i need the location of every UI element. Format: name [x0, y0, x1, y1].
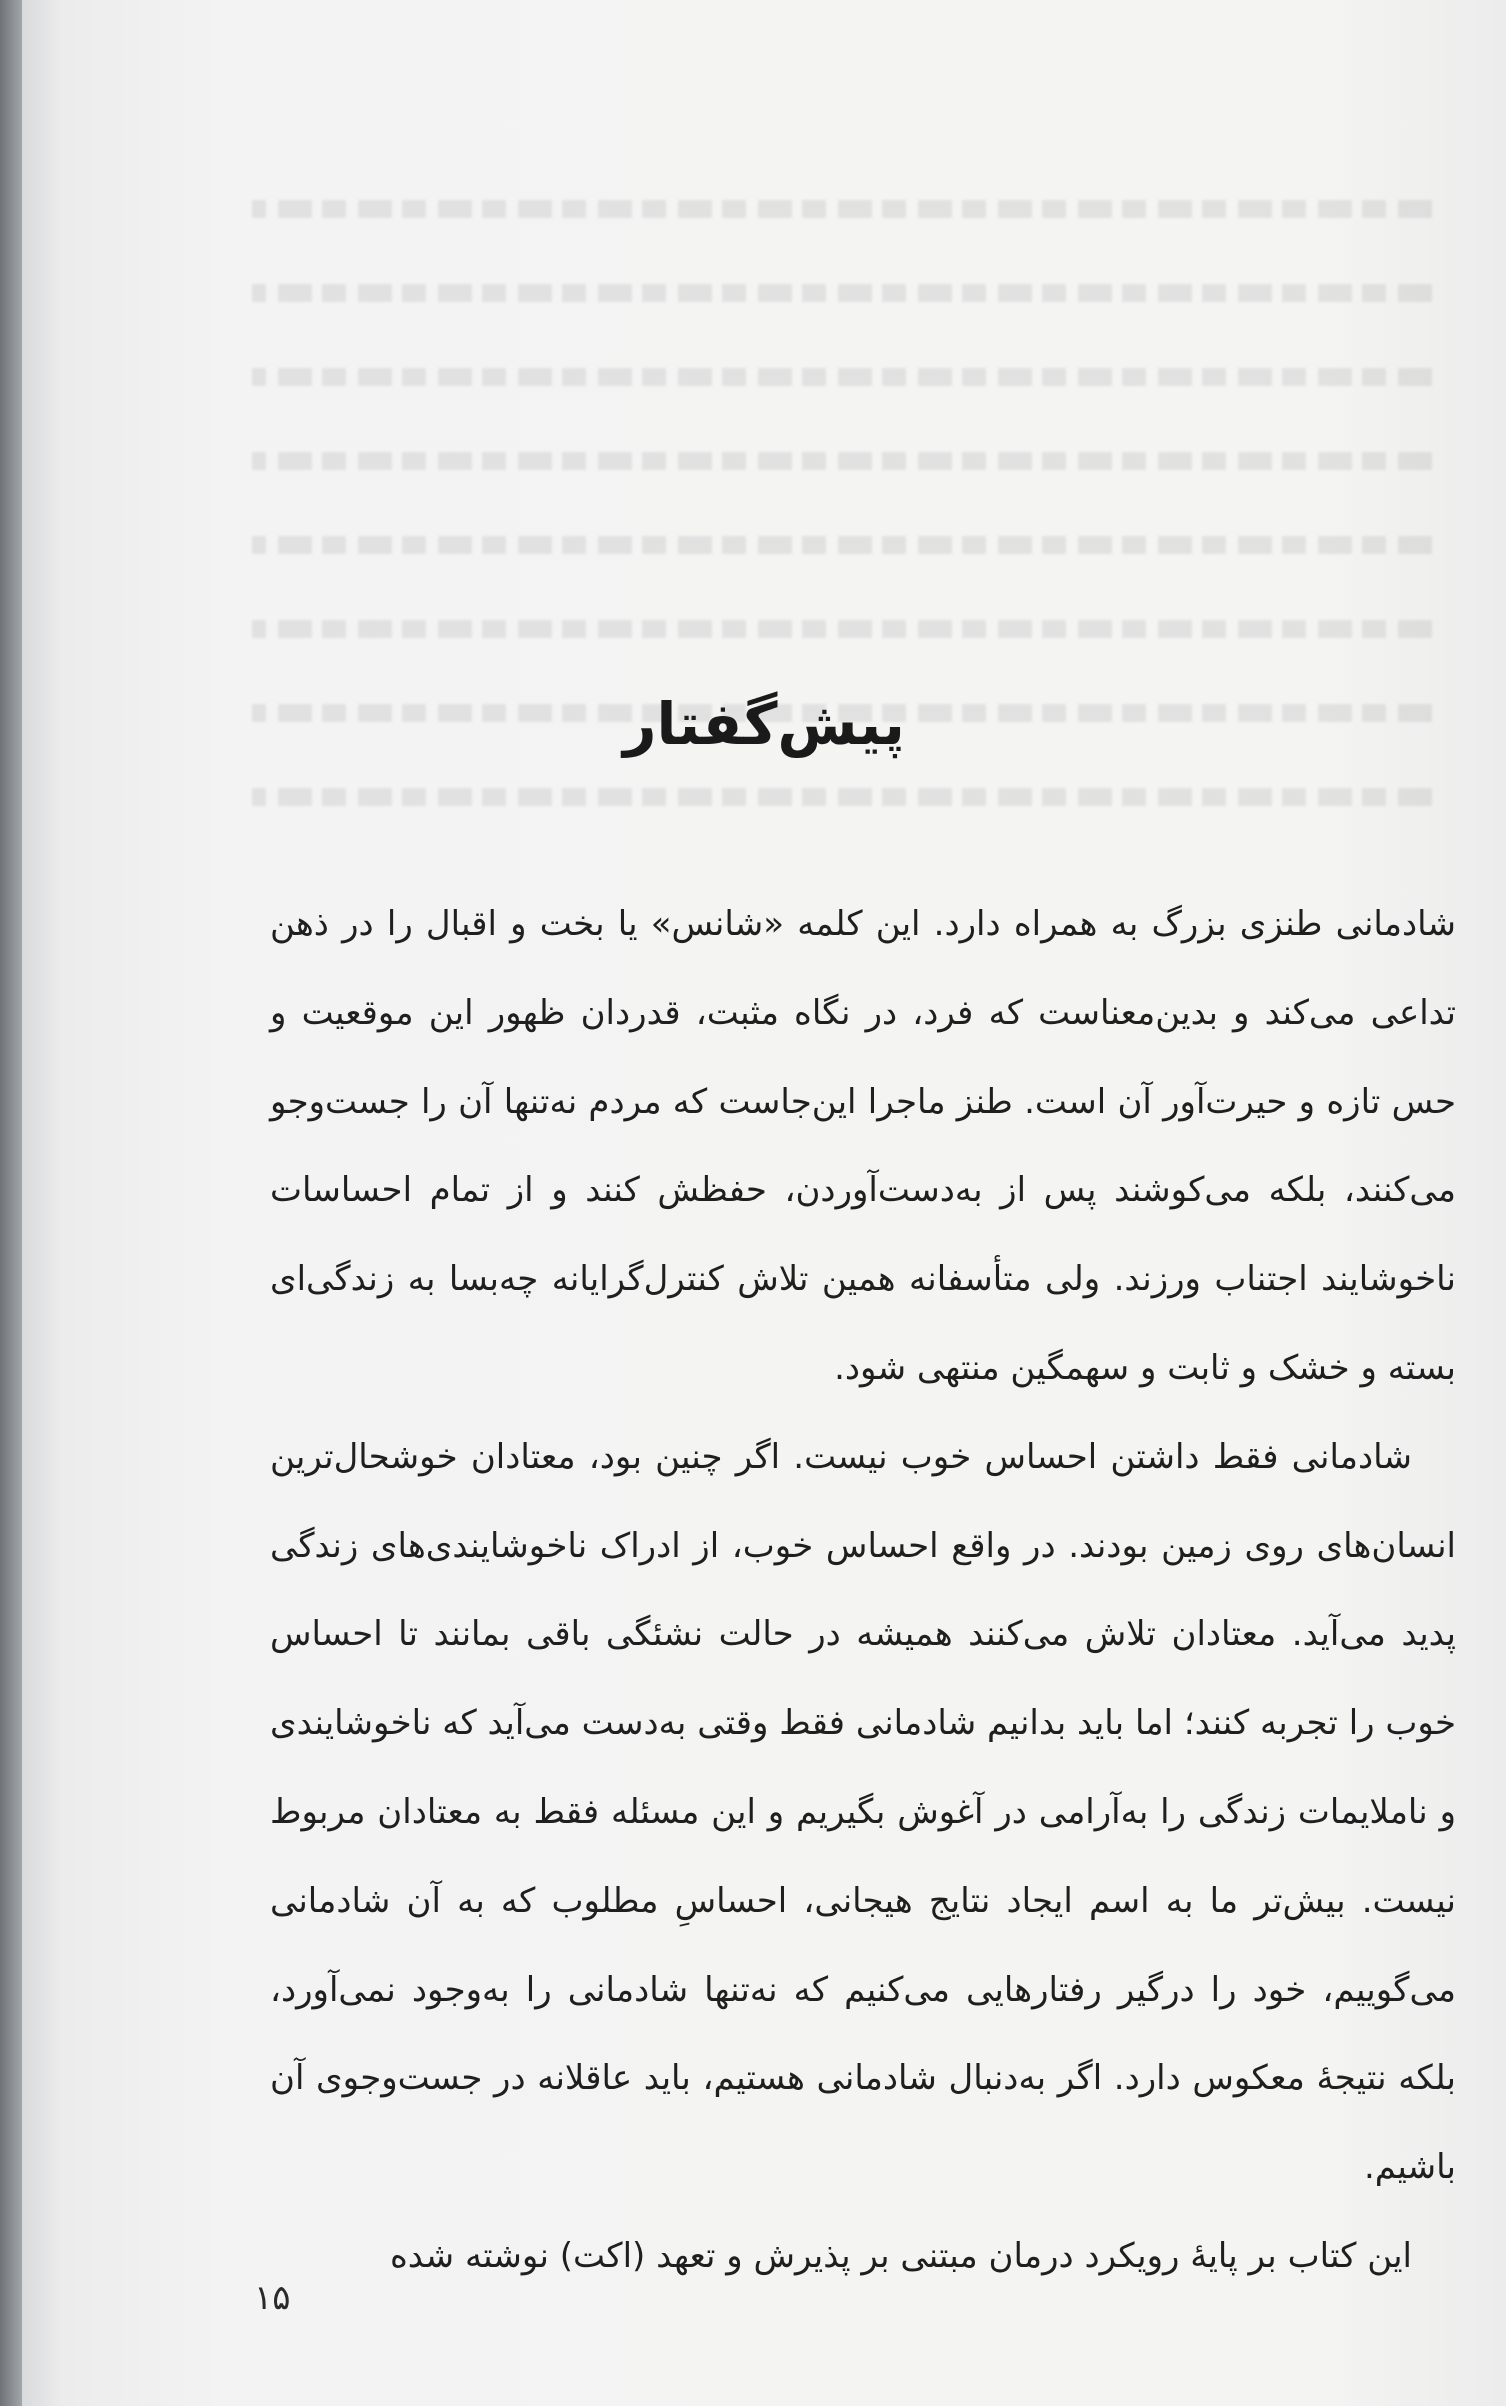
paragraph-1: شادمانی طنزی بزرگ به همراه دارد. این کلمه «شانس» یا بخت و اقبال را در ذهن تداعی می‌کند و بدین‌معناست که فرد، در نگاه مثبت، قدردان ظهور این موقعیت و حس تازه و حیرت‌آور آن است. طنز ماجرا این‌جاست که مردم نه‌تنها آن را جست‌وجو می‌کنند، بلکه می‌کوشند پس از به‌دست‌آوردن، حفظش کنند و از تمام احساسات ناخوشایند اجتناب ورزند. ولی متأسفانه همین تلاش کنترل‌گرایانه چه‌بسا به زندگی‌ای بسته و خشک و ثابت و سهمگین منتهی شود.: [270, 904, 1456, 1388]
paragraph-2: شادمانی فقط داشتن احساس خوب نیست. اگر چنین بود، معتادان خوشحال‌ترین انسان‌های روی زمین بودند. در واقع احساس خوب، از ادراک ناخوشایندی‌های زندگی پدید می‌آید. معتادان تلاش می‌کنند همیشه در حالت نشئگی باقی بمانند تا احساس خوب را تجربه کنند؛ اما باید بدانیم شادمانی فقط وقتی به‌دست می‌آید که ناخوشایندی و ناملایمات زندگی را به‌آرامی در آغوش بگیریم و این مسئله فقط به معتادان مربوط نیست. بیش‌تر ما به اسم ایجاد نتایج هیجانی، احساسِ مطلوب که به آن شادمانی می‌گوییم، خود را درگیر رفتارهایی می‌کنیم که نه‌تنها شادمانی را به‌وجود نمی‌آورد، بلکه نتیجهٔ معکوس دارد. اگر به‌دنبال شادمانی هستیم، باید عاقلانه در جست‌وجوی آن باشیم.: [270, 1436, 1456, 2188]
paragraph-3: این کتاب بر پایهٔ رویکرد درمان مبتنی بر پذیرش و تعهد (اکت) نوشته شده: [389, 2235, 1412, 2276]
page-number: ۱۵: [254, 2278, 291, 2318]
book-page: [22, 0, 1506, 2406]
chapter-title: پیش‌گفتار: [623, 690, 905, 758]
body-text: [270, 880, 1456, 2301]
